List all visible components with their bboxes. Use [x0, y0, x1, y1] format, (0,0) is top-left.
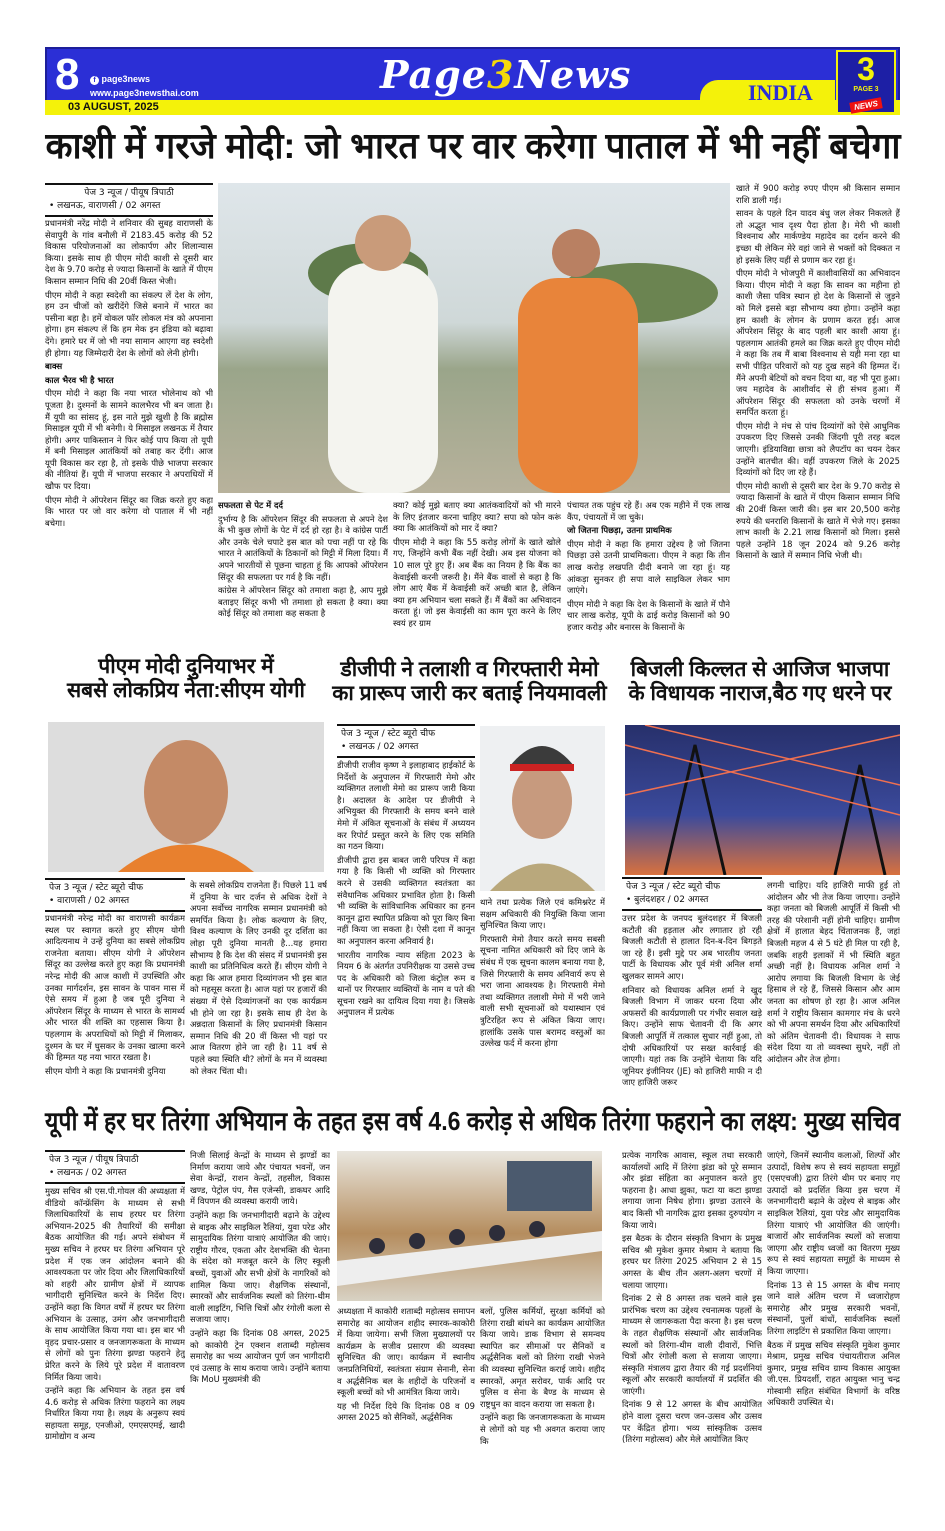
- tiranga-column-1: मुख्य सचिव श्री एस.पी.गोयल की अध्यक्षता में वीडियो कॉन्फ्रेंसिंग के माध्यम से सभी जिलाधिकारियों के साथ हरघर घर तिरंगा अभियान-2025 की तैयारियों की समीक्षा बैठक आयोजित की गई। अपने संबोधन में मुख्य सचिव ने हरघर घर तिरंगा अभियान पूरे प्रदेश में एक जन आंदोलन बनाने की आवश्यकता पर जोर दिया और जिलाधिकारियों को शहरी और ग्रामीण क्षेत्रों में व्यापक भागीदारी सुनिश्चित करने के निर्देश दिए। उन्होंने कहा कि विगत वर्षों में हरघर घर तिरंगा अभियान के उत्साह, उमंग और जनभागीदारी के साथ आयोजित किया गया था। इस बार भी वृहद प्रचार-प्रसार व जनजागरूकता के माध्यम से लोगों को पुनः तिरंगा झण्डा फहराने हेतु प्रेरित करने के लिये पूरे प्रदेश में वातावरण निर्मित किया जाये। उन्होंने कहा कि अभियान के तहत इस वर्ष 4.6 करोड़ से अधिक तिरंगा फहराने का लक्ष्य निर्धारित किया गया है। लक्ष्य के अनुरूप स्वयं सहायता समूह, एनजीओ, एमएसएमई, खादी ग्रामोद्योग व अन्य: [45, 1186, 185, 1442]
- yogi-photo-illustration: [48, 722, 324, 872]
- tiranga-headline: यूपी में हर घर तिरंगा अभियान के तहत इस वर्ष 4.6 करोड़ से अधिक तिरंगा फहराने का लक्ष्य: मुख्य सचिव: [45, 1106, 901, 1136]
- lead-column-1: प्रधानमंत्री नरेंद्र मोदी ने शनिवार की सुबह वाराणसी के सेवापुरी के गांव बनौली में 2183.45 करोड़ की 52 विकास परियोजनाओं का लोकार्पण और शिलान्यास किया। इसके साथ ही पीएम मोदी काशी से दूसरी बार देश के 9.70 करोड़ से ज्यादा किसानों के खाते में पीएम किसान सम्मान निधि की 20वीं किस्त भेजी। पीएम मोदी ने कहा स्वदेशी का संकल्प लें देश के लोग, हम उन चीजों को खरीदेंगे जिसे बनाने में भारत का पसीना बहा है। हमें वोकल फॉर लोकल मंत्र को अपनाना होगा। हम संकल्प लें कि हम मेक इन इंडिया को बढ़ावा देंगे। हमारे घर में जो भी नया सामान आएगा वह स्वदेशी ही होगा। यह जिम्मेदारी देश के लोगों को लेनी होगी। बाक्स काल भैरव भी है भारत पीएम मोदी ने कहा कि नया भारत भोलेनाथ को भी पूजता है। दुश्मनों के सामने कालभैरव भी बन जाता है। मैं यूपी का सांसद हूं, इस नाते मुझे खुशी है कि ब्रह्मोस मिसाइल यूपी में भी बनेगी। ये मिसाइल लखनऊ में तैयार होगी। अगर पाकिस्तान ने फिर कोई पाप किया तो यूपी में बनी मिसाइल आतंकियों को तबाह कर देंगी। आज यूपी विकास कर रहा है, तो इसके पीछे भाजपा सरकार की नीतियां हैं। यूपी में भाजपा सरकार ने अपराधियों में खौफ पर दिया। पीएम मोदी ने ऑपरेशन सिंदूर का जिक्र करते हुए कहा कि भारत पर जो वार करेगा वो पाताल में भी नहीं बचेगा।: [45, 218, 213, 528]
- tiranga-byline: पेज 3 न्यूज / पीयूष त्रिपाठी • लखनऊ / 02 अगस्त: [45, 1150, 185, 1184]
- meeting-photo: [337, 1151, 602, 1301]
- yogi-headline: पीएम मोदी दुनियाभर में सबसे लोकप्रिय नेता:सीएम योगी: [66, 655, 305, 703]
- bijli-headline: बिजली किल्लत से आजिज भाजपा के विधायक नाराज,बैठ गए धरने पर: [628, 658, 892, 706]
- bijli-column-1: उत्तर प्रदेश के जनपद बुलंदशहर में बिजली कटौती की हड़ताल और लगातार हो रही बिजली कटौती से हालात दिन-ब-दिन बिगड़ते जा रहे हैं। इसी मुद्दे पर अब भारतीय जनता पार्टी के विधायक और पूर्व मंत्री अनिल शर्मा खुलकर सामने आए। शनिवार को विधायक अनिल शर्मा ने खुद बिजली विभाग में जाकर धरना दिया और अफसरों की कार्यप्रणाली पर गंभीर सवाल खड़े किए। उन्होंने साफ चेतावनी दी कि अगर बिजली आपूर्ति में तत्काल सुधार नहीं हुआ, तो दोषी अधिकारियों पर सख्त कार्रवाई की जाएगी। यहां तक कि उन्होंने चेताया कि यदि जूनियर इंजीनियर (JE) को हाजिरी माफी न दी जाए हाजिरी जरूर: [622, 913, 762, 1088]
- yogi-photo: [48, 722, 324, 872]
- yogi-byline: पेज 3 न्यूज / स्टेट ब्यूरो चीफ • वाराणसी / 02 अगस्त: [45, 878, 185, 912]
- tiranga-column-6: जाएंगे, जिनमें स्थानीय कलाओं, शिल्पों और उत्पादों, विशेष रूप से स्वयं सहायता समूहों (एसएचजी) द्वारा तिरंगे थीम पर बनाए गए उत्पादों को प्रदर्शित किया इस चरण में जनभागीदारी बढ़ाने के उद्देश्य से बाइक और साइकिल रैलियां, युवा परेड और सामुदायिक तिरंगा यात्राएं भी आयोजित की जाएंगी। बाजारों और सार्वजनिक स्थलों को सजाया जाएगा और राष्ट्रीय ध्वजों का वितरण मुख्य रूप से स्वयं सहायता समूहों के माध्यम से किया जाएगा। दिनांक 13 से 15 अगस्त के बीच मनाए जाने वाले अंतिम चरण में ध्वजारोहण समारोह और प्रमुख सरकारी भवनों, संस्थानों, पुलों बांधों, सार्वजनिक स्थलों तिरंगा लाइटिंग से प्रकाशित किया जाएगा। बैठक में प्रमुख सचिव संस्कृति मुकेश कुमार मेश्राम, प्रमुख सचिव पंचायतीराज अनिल कुमार, प्रमुख सचिव ग्राम्य विकास आयुक्त जी.एस. प्रियदर्शी, राहत आयुक्त भानु चन्द्र गोस्वामी सहित संबंधित विभागों के वरिष्ठ अधिकारी उपस्थित थे।: [767, 1150, 900, 1408]
- dgp-column-2: थाने तथा प्रत्येक जिले एवं कमिश्नरेट में सक्षम अधिकारी की नियुक्ति किया जाना सुनिश्चित किया जाए। गिरफ्तारी मेमो तैयार करते समय सबसी सूचना नामित अधिकारी को दिए जाने के संबंध में एक सूचना कालम बनाया गया है, जिसे गिरफ्तारी के समय अनिवार्य रूप से भरा जाना आवश्यक है। गिरफ्तारी मेमो तथा व्यक्तिगत तलाशी मेमो में भरी जाने वाली सभी सूचनाओं को यथास्थान एवं त्रुटिरहित रूप से अंकित किया जाए। हालांकि उसके पास बरामद वस्तुओं का उल्लेख फर्द में करना होगा: [480, 897, 605, 1049]
- facebook-icon: f: [90, 76, 99, 85]
- social-handle[interactable]: page3news: [101, 74, 151, 84]
- dgp-photo-illustration: [480, 726, 605, 891]
- dgp-column-1: डीजीपी राजीव कृष्ण ने इलाहाबाद हाईकोर्ट के निर्देशों के अनुपालन में गिरफ्तारी मेमो और व्यक्तिगत तलाशी मेमो का प्रारूप जारी किया है। अदालत के आदेश पर डीजीपी ने अभियुक्त की गिरफ्तारी के समय बनने वाले मेमो में अंकित सूचनाओं के संबंध में अध्ययन कर रिपोर्ट प्रस्तुत करने के लिए एक समिति का गठन किया। डीजीपी द्वारा इस बाबत जारी परिपत्र में कहा गया है कि किसी भी व्यक्ति को गिरफ्तार करने से उसकी व्यक्तिगत स्वतंत्रता का संवैधानिक अधिकार प्रभावित होता है। किसी भी व्यक्ति के सांविधानिक अधिकार का हनन कानून द्वारा स्थापित प्रक्रिया को पूरा किए बिना नहीं किया जा सकता है। ऐसी दशा में कानून का अनुपालन करना अनिवार्य है। भारतीय नागरिक न्याय संहिता 2023 के नियम 6 के अंतर्गत उपनिरीक्षक या उससे उच्च पद के अधिकारी को जिला कंट्रोल रूम व थानों पर गिरफ्तार व्यक्तियों के नाम व पते की सूचना रखने का दायित्व दिया गया है। जिसके अनुपालन में प्रत्येक: [337, 760, 475, 1018]
- lead-column-3: क्या? कोई मुझे बताए क्या आतंकवादियों को भी मारने के लिए इंतजार करना चाहिए क्या? सपा को फोन करूं क्या कि आतंकियों को मार दें क्या? पीएम मोदी ने कहा कि 55 करोड़ लोगों के खाते खोले गए, जिन्होंने कभी बैंक नहीं देखी। अब इस योजना को 10 साल पूरे हुए हैं। अब बैंक का नियम है कि बैंक का केवाईसी करनी जरूरी है। मैंने बैंक वालों से कहा है कि लोग आएं बैंक में केवाईसी करें अच्छी बात है, लेकिन क्या हम अभियान चला सकते हैं। मैं बैंकों का अभिवादन करता हूं। जो इस केवाईसी का काम पूरा करने के लिए स्वयं हर ग्राम: [393, 500, 561, 628]
- edition-label: INDIA: [748, 80, 813, 105]
- brand-logo: Page3News: [380, 52, 632, 97]
- lead-headline: काशी में गरजे मोदी: जो भारत पर वार करेगा पाताल में भी नहीं बचेगा: [45, 125, 901, 166]
- meeting-photo-illustration: [337, 1151, 602, 1301]
- page3-logo: 3 PAGE 3 NEWS: [836, 50, 896, 114]
- lead-column-5: खाते में 900 करोड़ रुपए पीएम श्री किसान सम्मान राशि डाली गई। सावन के पहले दिन यादव बंधु जल लेकर निकलते हैं तो अद्भुत भाव दृश्य पैदा होता है। मेरी भी काशी विश्वनाथ और मार्कण्डेय महादेव का दर्शन करने की इच्छा थी लेकिन मेरे वहां जाने से भक्तों को दिक्कत न हो इसके लिए यहीं से प्रणाम कर रहा हूं। पीएम मोदी ने भोजपुरी में काशीवासियों का अभिवादन किया। पीएम मोदी ने कहा कि सावन का महीना हो काशी जैसा पवित्र स्थान हो देश के किसानों से जुड़ने को मिले इससे बड़ा सौभाग्य क्या होगा। उन्होंने कहा हम काशी के लोगन के प्रणाम करत हई। आज ऑपरेशन सिंदूर के बाद पहली बार काशी आया हूं। पहलगाम आतंकी हमले का जिक्र करते हुए पीएम मोदी ने कहा कि तब मैं बाबा विश्वनाथ से यही मना रहा था सभी पीड़ित परिवारों को यह दुख सहने की हिम्मत दें। मैंने अपनी बेटियों को वचन दिया था, वह भी पूरा हुआ। जय महादेव के आशीर्वाद से ही संभव हुआ। मैं ऑपरेशन सिंदूर की सफलता को उनके चरणों में समर्पित करता हूं। पीएम मोदी ने मंच से पांच दिव्यांगों को ऐसे आधुनिक उपकरण दिए जिससे उनकी जिंदगी पूरी तरह बदल जाएगी। इंडियाविद्या छात्रा को लैपटॉप का चयन देकर उन्होंने बातचीत की। वहीं उपकरण जिले के 2025 दिव्यांगों को दिए जा रहे हैं। पीएम मोदी काशी से दूसरी बार देश के 9.70 करोड़ से ज्यादा किसानों के खाते में पीएम किसान सम्मान निधि की 20वीं किस्त जारी की। इस बार 20,500 करोड़ रुपये की धनराशि किसानों के खाते में भेजे गए। इसका लाभ काशी के 2.21 लाख किसानों को मिला। इससे पहले उन्होंने 18 जून 2024 को 9.26 करोड़ किसानों के खाते में सम्मान निधि भेजी थी।: [736, 183, 900, 561]
- issue-date: 03 AUGUST, 2025: [68, 101, 159, 113]
- page-number: 8: [55, 50, 80, 99]
- tiranga-column-5: प्रत्येक नागरिक आवास, स्कूल तथा सरकारी कार्यालयों आदि में तिरंगा झंडा को पूरे सम्मान और झंडा संहिता का अनुपालन करते हुए फहराना है। आधा झुका, फटा या कटा झण्डा लगाया जाना निषेध होगा। झण्डा उतारने के बाद किसी भी नागरिक द्वारा इसका दुरुपयोग न किया जाये। इस बैठक के दौरान संस्कृति विभाग के प्रमुख सचिव श्री मुकेश कुमार मेश्राम ने बताया कि हरघर घर तिरंगा 2025 अभियान 2 से 15 अगस्त के बीच तीन अलग-अलग चरणों में चलाया जाएगा। दिनांक 2 से 8 अगस्त तक चलने वाले इस प्रारंभिक चरण का उद्देश्य रचनात्मक पहलों के माध्यम से जागरूकता पैदा करना है। इस चरण के तहत शैक्षणिक संस्थानों और सार्वजनिक स्थलों को तिरंगा-थीम वाली दीवारों, भित्ति चित्रों और रंगोली कला से सजाया जाएगा। संस्कृति मंत्रालय द्वारा तैयार की गई प्रदर्शनियां स्कूलों और सरकारी कार्यालयों में प्रदर्शित की जाएंगी। दिनांक 9 से 12 अगस्त के बीच आयोजित होने वाला दूसरा चरण जन-उत्सव और उत्सव पर केंद्रित होगा। भव्य सांस्कृतिक उत्सव (तिरंगा महोत्सव) और मेले आयोजित किए: [622, 1150, 762, 1445]
- tiranga-column-4: बलों, पुलिस कर्मियों, सुरक्षा कर्मियों को तिरंगा राखी बांधने का कार्यक्रम आयोजित किया जाये। डाक विभाग से समन्वय स्थापित कर सीमाओं पर सैनिकों व अर्द्धसैनिक बलों को तिरंगा राखी भेजने की व्यवस्था सुनिश्चित कराई जाये। शहीद स्मारकों, अमृत सरोवर, पार्क आदि पर पुलिस व सेना के बैण्ड के माध्यम से राष्ट्रधुन का वादन कराया जा सकता है। उन्होंने कहा कि जनजागरूकता के माध्यम से लोगों को यह भी अवगत कराया जाए कि: [480, 1306, 605, 1446]
- tiranga-column-3: अध्यक्षता में काकोरी शताब्दी महोत्सव समापन समारोह का आयोजन शहीद स्मारक-काकोरी में किया जायेगा। सभी जिला मुख्यालयों पर कार्यक्रम के सजीव प्रसारण की व्यवस्था सुनिश्चित की जाए। कार्यक्रम में स्थानीय जनप्रतिनिधियों, स्वतंत्रता संग्राम सेनानी, सेना व अर्द्धसैनिक बल के शहीदों के परिजनों व स्कूली बच्चों को भी आमंत्रित किया जाये। यह भी निर्देश दिये कि दिनांक 08 व 09 अगस्त 2025 को सैनिकों, अर्द्धसैनिक: [337, 1306, 475, 1423]
- website-link[interactable]: www.page3newsthai.com: [90, 88, 199, 98]
- dgp-photo: [480, 726, 605, 891]
- tiranga-column-2: निजी सिलाई केन्द्रों के माध्यम से झण्डों का निर्माण कराया जाये और पंचायत भवनों, जन सेवा केन्द्रों, राशन केन्द्रों, तहसील, विकास खण्ड, पेट्रोल पंप, गैस एजेन्सी, डाकघर आदि में विपणन की व्यवस्था करायी जाये। उन्होंने कहा कि जनभागीदारी बढ़ाने के उद्देश्य से बाइक और साइकिल रैलियां, युवा परेड और सामुदायिक तिरंगा यात्राएं आयोजित की जाएं। राष्ट्रीय गौरव, एकता और देशभक्ति की चेतना के संदेश को मजबूत करने के लिए स्कूली बच्चों, युवाओं और सभी क्षेत्रों के नागरिकों को शामिल किया जाए। शैक्षणिक संस्थानों, स्मारकों और सार्वजनिक स्थलों को तिरंगा-थीम वाली लाइटिंग, भित्ति चित्रों और रंगोली कला से सजाया जाए। उन्होंने कहा कि दिनांक 08 अगस्त, 2025 को काकोरी ट्रेन एक्शन शताब्दी महोत्सव समारोह का भव्य आयोजन पूर्ण जन भागीदारी एवं उत्साह के साथ कराया जाये। उन्होंने बताया कि MoU मुख्यमंत्री की: [190, 1150, 330, 1385]
- lead-byline: पेज 3 न्यूज / पीयूष त्रिपाठी • लखनऊ, वाराणसी / 02 अगस्त: [45, 183, 213, 217]
- lead-column-4: पंचायत तक पहुंच रहे हैं। अब एक महीने में एक लाख कैंप, पंचायतों में जा चुके। जो जितना पिछड़ा, उतना प्राथमिक पीएम मोदी ने कहा कि हमारा उद्देश्य है जो जितना पिछड़ा उसे उतनी प्राथमिकता। पीएम ने कहा कि तीन लाख करोड़ लखपति दीदी बनाने जा रहा हूं। यह आंकड़ा सुनकर ही सपा वाले साइकिल लेकर भाग जाएंगे। पीएम मोदी ने कहा कि देश के किसानों के खाते में पौने चार लाख करोड़, यूपी के ढाई करोड़ किसानों को 90 हजार करोड़ और बनारस के किसानों के: [567, 500, 730, 632]
- power-lines-illustration: [625, 725, 900, 875]
- bijli-byline: पेज 3 न्यूज / स्टेट ब्यूरो चीफ • बुलंदशहर / 02 अगस्त: [622, 877, 762, 911]
- lead-photo-illustration: [218, 183, 730, 493]
- dgp-headline: डीजीपी ने तलाशी व गिरफ्तारी मेमो का प्रारूप जारी कर बताई नियमावली: [332, 658, 607, 706]
- lead-headline-box: [45, 125, 900, 175]
- lead-photo-modi-yogi: [218, 183, 730, 493]
- dgp-byline: पेज 3 न्यूज / स्टेट ब्यूरो चीफ • लखनऊ / 02 अगस्त: [337, 724, 475, 758]
- yogi-column-2: के सबसे लोकप्रिय राजनेता हैं। पिछले 11 वर्ष में दुनिया के चार दर्जन से अधिक देशों ने अपना सर्वोच्च नागरिक सम्मान प्रधानमंत्री को समर्पित किया है। लोक कल्याण के लिए, विश्व कल्याण के लिए उनकी दूर दर्शिता का लोहा पूरी दुनिया मानती है...यह हमारा सौभाग्य है कि देश की संसद में प्रधानमंत्री इस काशी का प्रतिनिधित्व करते हैं। सीएम योगी ने कहा कि आज हमारा दिव्यांगजन भी इस बात को महसूस करता है। आज यहां पर हजारों की संख्या में ऐसे दिव्यांगजनों का एक कार्यक्रम भी होने जा रहा है। इसके साथ ही देश के अन्नदाता किसानों के लिए प्रधानमंत्री किसान सम्मान निधि की 20 वीं किस्त भी यहां पर आज वितरण होने जा रही है। 11 वर्ष से पहले क्या स्थिति थी? लोगों के मन में व्यवस्था को लेकर चिंता थी।: [190, 880, 327, 1076]
- yogi-column-1: प्रधानमंत्री नरेन्द्र मोदी का वाराणसी कार्यक्रम स्थल पर स्वागत करते हुए सीएम योगी आदित्यनाथ ने उन्हें दुनिया का सबसे लोकप्रिय राजनेता बताया। सीएम योगी ने ऑपरेशन सिंदूर का उल्लेख करते हुए कहा कि प्रधानमंत्री नरेन्द्र मोदी की आज काशी में उपस्थिति और उनका मार्गदर्शन, इस सावन के पावन मास में ऐसे समय में हुआ है जब पूरी दुनिया ने ऑपरेशन सिंदूर के माध्यम से भारत के सामर्थ्य और भारत की शक्ति का एहसास किया है। पहलगाम के अपराधियों को मिट्टी में मिलाकर, दुश्मन के घर में घुसकर के उनका खात्मा करने की हिम्मत यह नया भारत रखता है। सीएम योगी ने कहा कि प्रधानमंत्री दुनिया: [45, 913, 185, 1076]
- bijli-column-2: लगनी चाहिए। यदि हाजिरी माफी हुई तो आंदोलन और भी तेज किया जाएगा। उन्होंने कहा जनता को बिजली आपूर्ति में किसी भी तरह की परेशानी नहीं होनी चाहिए। ग्रामीण क्षेत्रों में हालात बेहद चिंताजनक हैं, जहां बिजली महज 4 से 5 घंटे ही मिल पा रही है, जबकि शहरी इलाकों में भी स्थिति बहुत अच्छी नहीं है। विधायक अनिल शर्मा ने आरोप लगाया कि बिजली विभाग के जेई हिसाब ले रहे हैं, जिससे किसान और आम जनता का शोषण हो रहा है। आज अनिल शर्मा ने राष्ट्रीय किसान कामगार मंच के धरने को भी अपना समर्थन दिया और अधिकारियों को अंतिम चेतावनी दी। विधायक ने साफ संदेश दिया या तो व्यवस्था सुधरे, नहीं तो आंदोलन और तेज होगा।: [767, 880, 900, 1064]
- tiranga-headline-box: [45, 1107, 900, 1145]
- power-lines-photo: [625, 725, 900, 875]
- social-links: [90, 72, 199, 100]
- lead-column-2: सफलता से पेट में दर्द दुर्भाग्य है कि ऑपरेशन सिंदूर की सफलता से अपने देश के भी कुछ लोगों के पेट में दर्द हो रहा है। वे कांग्रेस पार्टी और उनके चेले चपाटे इस बात को पचा नहीं पा रहे कि भारत ने आतंकियों के ठिकानों को मिट्टी में मिला दिया। मैं अपने भारतीयों से पूछना चाहता हूं कि आपको ऑपरेशन सिंदूर की सफलता पर गर्व है कि नहीं। कांग्रेस ने ऑपरेशन सिंदूर को तमाशा कहा है, आप मुझे बताइए सिंदूर कभी भी तमाशा हो सकता है क्या। क्या कोई सिंदूर को तमाशा कह सकता है: [218, 500, 388, 619]
